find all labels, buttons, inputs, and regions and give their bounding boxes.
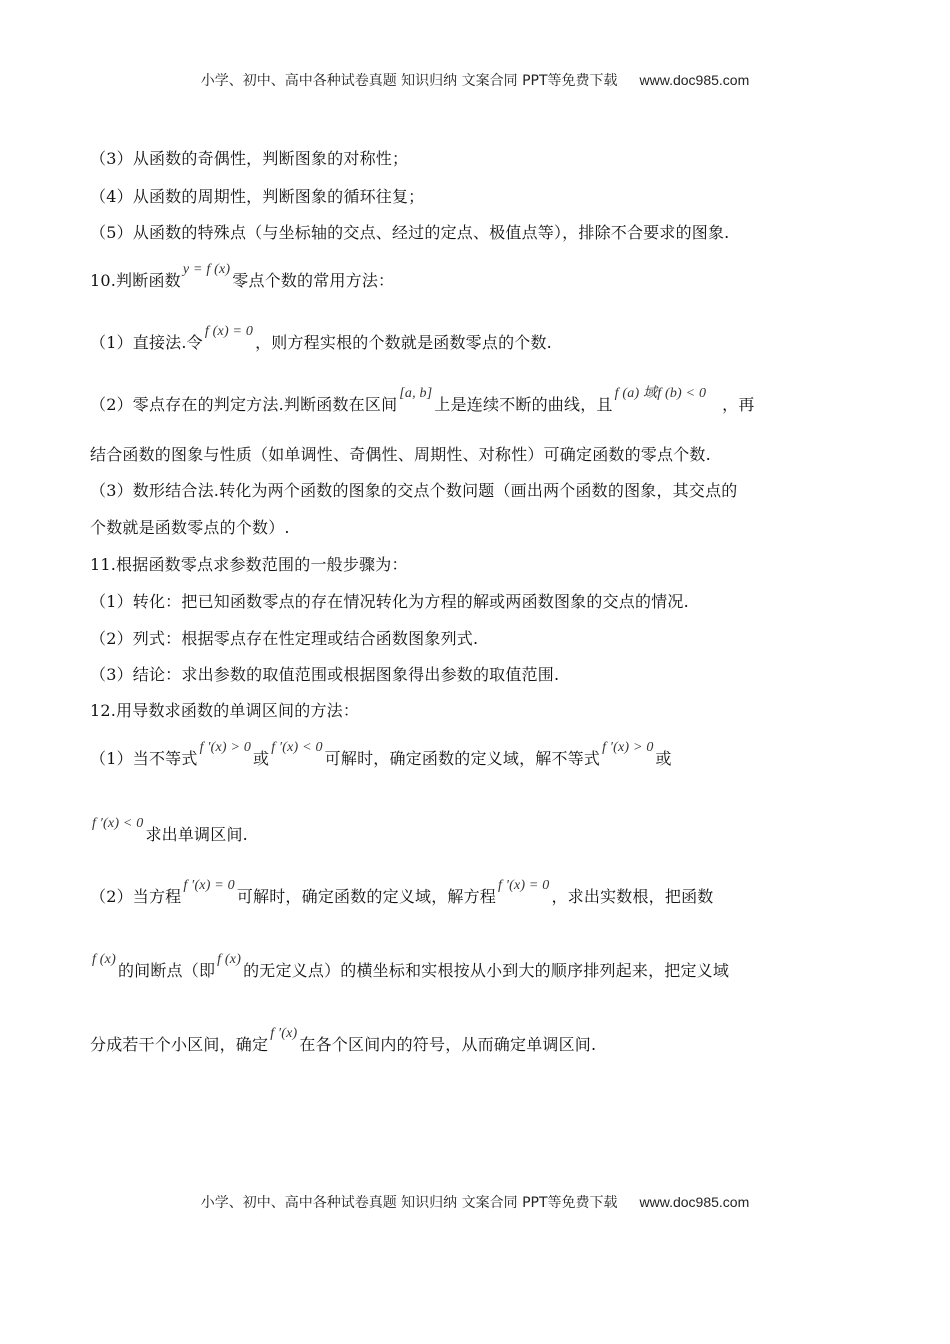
- page-header: [0, 70, 950, 90]
- section-10-heading: [90, 262, 395, 291]
- header-site[interactable]: www.doc985.com: [639, 72, 750, 88]
- formula: f ′(x) < 0: [92, 816, 144, 831]
- text: 或: [253, 749, 270, 768]
- text: （1）直接法.令: [90, 333, 203, 352]
- text: 求出单调区间.: [145, 825, 248, 844]
- formula: f ′(x) = 0: [183, 878, 235, 893]
- section-12-heading: 12.用导数求函数的单调区间的方法：: [90, 701, 360, 720]
- header-text: 小学、初中、高中各种试卷真题 知识归纳 文案合同 PPT等免费下载: [200, 73, 618, 89]
- formula: f (x) = 0: [204, 324, 254, 339]
- text: 或: [655, 749, 672, 768]
- formula: f ′(x) = 0: [498, 878, 550, 893]
- text: 可解时，确定函数的定义域，解不等式: [324, 749, 601, 768]
- step-conclude: （3）结论：求出参数的取值范围或根据图象得出参数的取值范围.: [90, 665, 560, 684]
- section-11-heading: 11.根据函数零点求参数范围的一般步骤为：: [90, 555, 408, 574]
- method-equation-cont: [90, 952, 730, 981]
- text: ，再: [722, 395, 755, 414]
- formula: y = f (x): [182, 262, 231, 277]
- method-equation-end: [90, 1026, 597, 1055]
- item-3-parity: （3）从函数的奇偶性，判断图象的对称性；: [90, 149, 409, 168]
- step-convert: （1）转化：把已知函数零点的存在情况转化为方程的解或两函数图象的交点的情况.: [90, 592, 689, 611]
- page-footer: [0, 1192, 950, 1212]
- formula: f ′(x) > 0: [602, 740, 654, 755]
- method-graph-cont: 个数就是函数零点的个数）.: [90, 518, 290, 537]
- method-direct: [90, 324, 552, 353]
- method-inequality-cont: [90, 816, 248, 845]
- text: 的间断点（即: [117, 961, 216, 980]
- formula: [a, b]: [399, 386, 433, 401]
- formula: f (x): [92, 952, 116, 967]
- text: ，则方程实根的个数就是函数零点的个数.: [255, 333, 552, 352]
- formula: f ′(x) > 0: [199, 740, 252, 755]
- text: （1）当不等式: [90, 749, 198, 768]
- text: 零点个数的常用方法：: [232, 271, 395, 290]
- text: 10.判断函数: [90, 271, 181, 290]
- method-inequality: [90, 740, 672, 769]
- text: 分成若干个小区间，确定: [90, 1035, 269, 1054]
- footer-text: 小学、初中、高中各种试卷真题 知识归纳 文案合同 PPT等免费下载: [200, 1195, 618, 1211]
- step-formulate: （2）列式：根据零点存在性定理或结合函数图象列式.: [90, 629, 479, 648]
- text: 的无定义点）的横坐标和实根按从小到大的顺序排列起来，把定义域: [243, 961, 730, 980]
- formula: f ′(x): [270, 1026, 298, 1041]
- item-4-periodicity: （4）从函数的周期性，判断图象的循环往复；: [90, 187, 425, 206]
- text: 上是连续不断的曲线，且: [434, 395, 613, 414]
- formula: f (a) 域f (b) < 0: [614, 386, 707, 401]
- text: 可解时，确定函数的定义域，解方程: [236, 887, 497, 906]
- item-5-special-points: （5）从函数的特殊点（与坐标轴的交点、经过的定点、极值点等），排除不合要求的图象.: [90, 223, 730, 242]
- text: 在各个区间内的符号，从而确定单调区间.: [299, 1035, 597, 1054]
- text: （2）当方程: [90, 887, 182, 906]
- text: （2）零点存在的判定方法.判断函数在区间: [90, 395, 398, 414]
- method-theorem: [90, 386, 755, 415]
- text: ，求出实数根，把函数: [551, 887, 714, 906]
- formula: f (x): [217, 952, 242, 967]
- method-theorem-cont: 结合函数的图象与性质（如单调性、奇偶性、周期性、对称性）可确定函数的零点个数.: [90, 445, 711, 464]
- formula: f ′(x) < 0: [271, 740, 323, 755]
- footer-site[interactable]: www.doc985.com: [639, 1194, 750, 1210]
- method-equation: [90, 878, 714, 907]
- method-graph: （3）数形结合法.转化为两个函数的图象的交点个数问题（画出两个函数的图象，其交点的: [90, 481, 738, 500]
